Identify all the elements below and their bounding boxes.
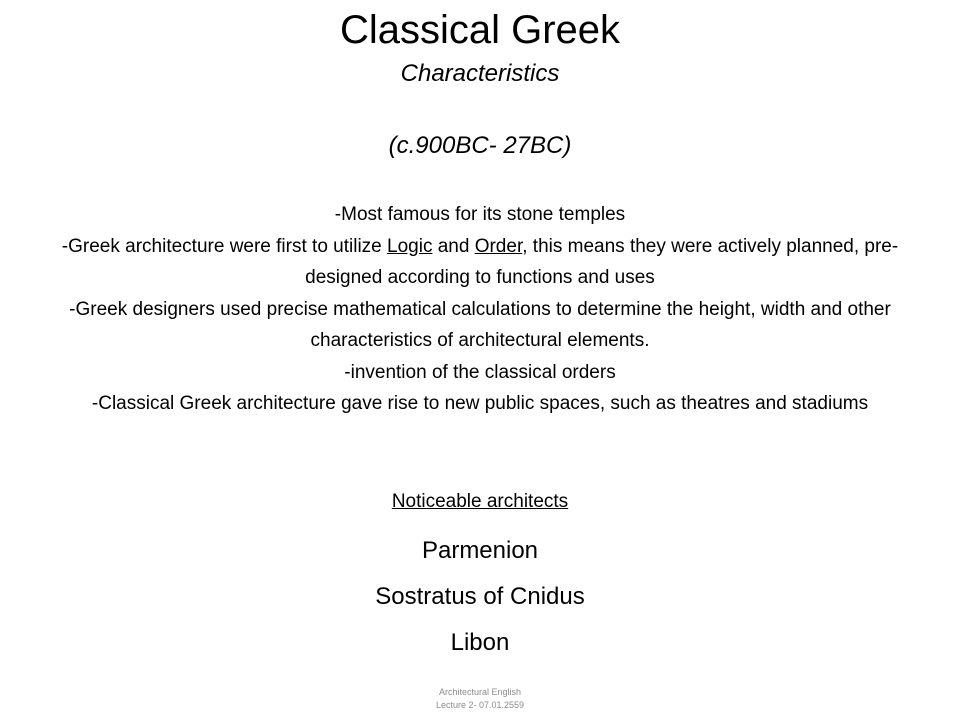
point-public-spaces: -Classical Greek architecture gave rise to new public spaces, such as theatres and stadiums bbox=[91, 393, 869, 414]
point-classical-orders: -invention of the classical orders bbox=[344, 361, 616, 383]
point-mathematical-calculations: -Greek designers used precise mathematical calculations to determine the height, width and other characteristics of architectural elements. bbox=[69, 298, 891, 351]
slide-subtitle: Characteristics bbox=[400, 60, 560, 87]
point-logic-order-text-1: -Greek architecture were first to utilize bbox=[61, 235, 388, 257]
footer-lecture: Lecture 2- 07.01.2559 bbox=[435, 700, 525, 710]
footer-course: Architectural English bbox=[438, 687, 522, 697]
logic-term: Logic bbox=[387, 235, 433, 257]
architect-name: Parmenion bbox=[421, 537, 539, 564]
date-range: (c.900BC- 27BC) bbox=[388, 132, 572, 159]
point-logic-order bbox=[40, 231, 920, 294]
slide-footer bbox=[0, 686, 960, 712]
point-stone-temples: -Most famous for its stone temples bbox=[334, 204, 626, 225]
architects-heading: Noticeable architects bbox=[391, 491, 569, 512]
point-logic-order-text-2: and bbox=[432, 235, 475, 257]
architect-name: Sostratus of Cnidus bbox=[375, 583, 585, 610]
characteristics-list bbox=[40, 199, 920, 420]
architect-name: Libon bbox=[450, 629, 510, 656]
point-logic-order-text-3: , this means they were actively planned, pre-designed according to functions and uses bbox=[305, 235, 899, 288]
order-term: Order bbox=[474, 235, 523, 257]
slide-title: Classical Greek bbox=[339, 8, 621, 52]
architects-list bbox=[0, 528, 960, 666]
